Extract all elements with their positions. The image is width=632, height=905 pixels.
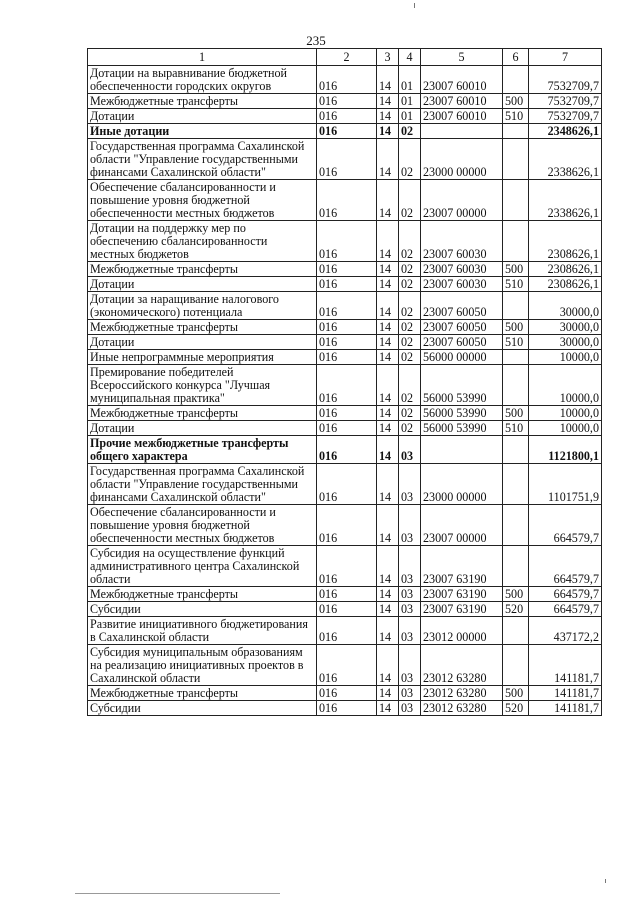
row-target-article-cell: 23007 60030 (421, 221, 503, 262)
row-expense-type-cell (503, 180, 529, 221)
row-name-cell: Иные дотации (88, 124, 317, 139)
row-ministry-cell: 016 (317, 701, 377, 716)
row-expense-type-cell (503, 139, 529, 180)
row-subsection-cell: 02 (399, 421, 421, 436)
row-section-cell: 14 (377, 505, 399, 546)
row-ministry-cell: 016 (317, 94, 377, 109)
table-row (88, 421, 602, 436)
row-amount-cell: 30000,0 (529, 292, 602, 320)
row-name-cell: Субсидии (88, 701, 317, 716)
row-amount-cell: 664579,7 (529, 505, 602, 546)
row-target-article-cell: 56000 53990 (421, 365, 503, 406)
row-expense-type-cell: 520 (503, 701, 529, 716)
row-section-cell: 14 (377, 94, 399, 109)
row-section-cell: 14 (377, 686, 399, 701)
row-subsection-cell: 03 (399, 436, 421, 464)
column-header: 5 (421, 49, 503, 66)
row-name-cell: Обеспечение сбалансированности и повышение уровня бюджетной обеспеченности местных бюджетов (88, 505, 317, 546)
table-row (88, 94, 602, 109)
row-amount-cell: 10000,0 (529, 406, 602, 421)
row-name-cell: Субсидия муниципальным образованиям на реализацию инициативных проектов в Сахалинской области (88, 645, 317, 686)
row-name-cell: Прочие межбюджетные трансферты общего характера (88, 436, 317, 464)
row-ministry-cell: 016 (317, 350, 377, 365)
row-subsection-cell: 03 (399, 701, 421, 716)
column-header: 2 (317, 49, 377, 66)
row-subsection-cell: 02 (399, 124, 421, 139)
row-ministry-cell: 016 (317, 221, 377, 262)
row-target-article-cell: 23012 63280 (421, 686, 503, 701)
row-amount-cell: 10000,0 (529, 365, 602, 406)
row-expense-type-cell: 510 (503, 109, 529, 124)
table-row (88, 436, 602, 464)
row-ministry-cell: 016 (317, 587, 377, 602)
row-section-cell: 14 (377, 406, 399, 421)
row-name-cell: Межбюджетные трансферты (88, 94, 317, 109)
row-name-cell: Дотации (88, 109, 317, 124)
row-section-cell: 14 (377, 350, 399, 365)
row-section-cell: 14 (377, 436, 399, 464)
row-target-article-cell: 23007 60050 (421, 335, 503, 350)
row-target-article-cell: 23007 63190 (421, 546, 503, 587)
row-name-cell: Дотации (88, 277, 317, 292)
row-expense-type-cell: 510 (503, 335, 529, 350)
row-amount-cell: 2338626,1 (529, 139, 602, 180)
row-amount-cell: 141181,7 (529, 686, 602, 701)
table-row (88, 365, 602, 406)
row-name-cell: Межбюджетные трансферты (88, 406, 317, 421)
table-row (88, 109, 602, 124)
row-subsection-cell: 01 (399, 94, 421, 109)
row-subsection-cell: 02 (399, 406, 421, 421)
row-amount-cell: 1121800,1 (529, 436, 602, 464)
budget-table (87, 48, 602, 716)
row-target-article-cell: 23007 60010 (421, 109, 503, 124)
row-amount-cell: 7532709,7 (529, 94, 602, 109)
row-amount-cell: 2348626,1 (529, 124, 602, 139)
row-expense-type-cell (503, 436, 529, 464)
row-target-article-cell: 56000 00000 (421, 350, 503, 365)
row-ministry-cell: 016 (317, 180, 377, 221)
row-subsection-cell: 03 (399, 602, 421, 617)
row-section-cell: 14 (377, 292, 399, 320)
row-expense-type-cell: 500 (503, 320, 529, 335)
row-section-cell: 14 (377, 645, 399, 686)
row-expense-type-cell: 510 (503, 277, 529, 292)
row-subsection-cell: 03 (399, 505, 421, 546)
row-target-article-cell: 23000 00000 (421, 464, 503, 505)
row-subsection-cell: 03 (399, 464, 421, 505)
row-subsection-cell: 01 (399, 109, 421, 124)
scan-artifact (605, 879, 606, 883)
row-expense-type-cell: 500 (503, 262, 529, 277)
row-section-cell: 14 (377, 335, 399, 350)
row-subsection-cell: 02 (399, 221, 421, 262)
row-expense-type-cell (503, 221, 529, 262)
row-name-cell: Обеспечение сбалансированности и повышение уровня бюджетной обеспеченности местных бюджетов (88, 180, 317, 221)
column-header: 1 (88, 49, 317, 66)
table-row (88, 464, 602, 505)
row-subsection-cell: 02 (399, 180, 421, 221)
table-row (88, 277, 602, 292)
row-section-cell: 14 (377, 180, 399, 221)
row-ministry-cell: 016 (317, 320, 377, 335)
row-ministry-cell: 016 (317, 464, 377, 505)
row-name-cell: Субсидия на осуществление функций административного центра Сахалинской области (88, 546, 317, 587)
row-ministry-cell: 016 (317, 277, 377, 292)
row-expense-type-cell (503, 66, 529, 94)
row-name-cell: Иные непрограммные мероприятия (88, 350, 317, 365)
row-subsection-cell: 03 (399, 617, 421, 645)
row-subsection-cell: 03 (399, 546, 421, 587)
row-subsection-cell: 02 (399, 277, 421, 292)
row-expense-type-cell: 500 (503, 587, 529, 602)
row-ministry-cell: 016 (317, 365, 377, 406)
table-row (88, 66, 602, 94)
row-subsection-cell: 02 (399, 350, 421, 365)
scan-artifact (75, 893, 280, 894)
row-name-cell: Развитие инициативного бюджетирования в Сахалинской области (88, 617, 317, 645)
row-ministry-cell: 016 (317, 292, 377, 320)
row-amount-cell: 7532709,7 (529, 109, 602, 124)
row-subsection-cell: 01 (399, 66, 421, 94)
row-section-cell: 14 (377, 546, 399, 587)
row-ministry-cell: 016 (317, 645, 377, 686)
row-target-article-cell: 23007 60010 (421, 94, 503, 109)
row-expense-type-cell (503, 365, 529, 406)
table-row (88, 617, 602, 645)
row-ministry-cell: 016 (317, 602, 377, 617)
row-section-cell: 14 (377, 262, 399, 277)
table-row (88, 602, 602, 617)
row-amount-cell: 2308626,1 (529, 221, 602, 262)
column-header: 7 (529, 49, 602, 66)
table-row (88, 701, 602, 716)
row-amount-cell: 30000,0 (529, 320, 602, 335)
row-amount-cell: 30000,0 (529, 335, 602, 350)
row-amount-cell: 664579,7 (529, 602, 602, 617)
row-target-article-cell (421, 124, 503, 139)
table-row (88, 335, 602, 350)
row-name-cell: Субсидии (88, 602, 317, 617)
row-section-cell: 14 (377, 66, 399, 94)
row-ministry-cell: 016 (317, 505, 377, 546)
row-name-cell: Межбюджетные трансферты (88, 686, 317, 701)
row-target-article-cell: 56000 53990 (421, 421, 503, 436)
row-expense-type-cell: 500 (503, 406, 529, 421)
row-target-article-cell: 23007 60050 (421, 320, 503, 335)
table-row (88, 221, 602, 262)
row-amount-cell: 437172,2 (529, 617, 602, 645)
row-target-article-cell: 23007 60050 (421, 292, 503, 320)
row-target-article-cell: 23007 00000 (421, 180, 503, 221)
row-name-cell: Дотации (88, 421, 317, 436)
row-ministry-cell: 016 (317, 617, 377, 645)
row-expense-type-cell: 500 (503, 94, 529, 109)
row-section-cell: 14 (377, 124, 399, 139)
row-target-article-cell: 23007 63190 (421, 587, 503, 602)
table-header-row (88, 49, 602, 66)
row-amount-cell: 2308626,1 (529, 262, 602, 277)
row-target-article-cell: 23012 63280 (421, 701, 503, 716)
row-expense-type-cell (503, 464, 529, 505)
row-target-article-cell: 56000 53990 (421, 406, 503, 421)
row-subsection-cell: 02 (399, 262, 421, 277)
row-subsection-cell: 03 (399, 645, 421, 686)
column-header: 4 (399, 49, 421, 66)
row-ministry-cell: 016 (317, 335, 377, 350)
row-amount-cell: 1101751,9 (529, 464, 602, 505)
table-row (88, 546, 602, 587)
scan-artifact (414, 3, 415, 8)
row-name-cell: Дотации на выравнивание бюджетной обеспеченности городских округов (88, 66, 317, 94)
column-header: 6 (503, 49, 529, 66)
page-number: 235 (306, 33, 326, 48)
table-row (88, 406, 602, 421)
row-subsection-cell: 03 (399, 587, 421, 602)
table-row (88, 505, 602, 546)
row-section-cell: 14 (377, 320, 399, 335)
row-target-article-cell: 23007 60010 (421, 66, 503, 94)
row-name-cell: Премирование победителей Всероссийского конкурса "Лучшая муниципальная практика" (88, 365, 317, 406)
row-subsection-cell: 02 (399, 320, 421, 335)
row-amount-cell: 664579,7 (529, 587, 602, 602)
row-expense-type-cell (503, 645, 529, 686)
row-ministry-cell: 016 (317, 109, 377, 124)
row-name-cell: Межбюджетные трансферты (88, 587, 317, 602)
row-ministry-cell: 016 (317, 686, 377, 701)
row-section-cell: 14 (377, 365, 399, 406)
row-expense-type-cell (503, 124, 529, 139)
row-ministry-cell: 016 (317, 436, 377, 464)
row-section-cell: 14 (377, 701, 399, 716)
row-amount-cell: 2308626,1 (529, 277, 602, 292)
row-ministry-cell: 016 (317, 262, 377, 277)
row-section-cell: 14 (377, 617, 399, 645)
row-ministry-cell: 016 (317, 406, 377, 421)
row-section-cell: 14 (377, 587, 399, 602)
table-row (88, 180, 602, 221)
row-section-cell: 14 (377, 109, 399, 124)
row-section-cell: 14 (377, 277, 399, 292)
table-row (88, 320, 602, 335)
row-section-cell: 14 (377, 464, 399, 505)
row-ministry-cell: 016 (317, 421, 377, 436)
row-expense-type-cell (503, 617, 529, 645)
row-target-article-cell: 23007 60030 (421, 277, 503, 292)
row-amount-cell: 141181,7 (529, 701, 602, 716)
row-name-cell: Межбюджетные трансферты (88, 262, 317, 277)
row-subsection-cell: 02 (399, 335, 421, 350)
row-ministry-cell: 016 (317, 139, 377, 180)
row-name-cell: Дотации на поддержку мер по обеспечению сбалансированности местных бюджетов (88, 221, 317, 262)
row-subsection-cell: 03 (399, 686, 421, 701)
row-target-article-cell: 23012 63280 (421, 645, 503, 686)
row-target-article-cell: 23007 60030 (421, 262, 503, 277)
row-expense-type-cell (503, 505, 529, 546)
row-amount-cell: 7532709,7 (529, 66, 602, 94)
row-target-article-cell (421, 436, 503, 464)
row-expense-type-cell: 510 (503, 421, 529, 436)
row-name-cell: Межбюджетные трансферты (88, 320, 317, 335)
row-expense-type-cell (503, 292, 529, 320)
row-section-cell: 14 (377, 602, 399, 617)
row-target-article-cell: 23012 00000 (421, 617, 503, 645)
row-target-article-cell: 23007 63190 (421, 602, 503, 617)
row-ministry-cell: 016 (317, 124, 377, 139)
table-row (88, 587, 602, 602)
row-name-cell: Дотации (88, 335, 317, 350)
row-amount-cell: 10000,0 (529, 421, 602, 436)
column-header: 3 (377, 49, 399, 66)
row-section-cell: 14 (377, 421, 399, 436)
row-expense-type-cell: 520 (503, 602, 529, 617)
table-row (88, 645, 602, 686)
row-subsection-cell: 02 (399, 365, 421, 406)
table-row (88, 350, 602, 365)
row-amount-cell: 141181,7 (529, 645, 602, 686)
row-expense-type-cell (503, 350, 529, 365)
row-expense-type-cell (503, 546, 529, 587)
table-row (88, 139, 602, 180)
table-row (88, 262, 602, 277)
row-subsection-cell: 02 (399, 292, 421, 320)
row-name-cell: Государственная программа Сахалинской области "Управление государственными финансами Сахалинской области" (88, 464, 317, 505)
table-row (88, 124, 602, 139)
row-amount-cell: 2338626,1 (529, 180, 602, 221)
row-amount-cell: 10000,0 (529, 350, 602, 365)
row-ministry-cell: 016 (317, 546, 377, 587)
table-body (88, 66, 602, 716)
row-section-cell: 14 (377, 221, 399, 262)
table-row (88, 292, 602, 320)
row-target-article-cell: 23000 00000 (421, 139, 503, 180)
row-subsection-cell: 02 (399, 139, 421, 180)
row-name-cell: Дотации за наращивание налогового (экономического) потенциала (88, 292, 317, 320)
row-target-article-cell: 23007 00000 (421, 505, 503, 546)
row-amount-cell: 664579,7 (529, 546, 602, 587)
row-expense-type-cell: 500 (503, 686, 529, 701)
row-name-cell: Государственная программа Сахалинской области "Управление государственными финансами Сахалинской области" (88, 139, 317, 180)
row-ministry-cell: 016 (317, 66, 377, 94)
table-row (88, 686, 602, 701)
row-section-cell: 14 (377, 139, 399, 180)
